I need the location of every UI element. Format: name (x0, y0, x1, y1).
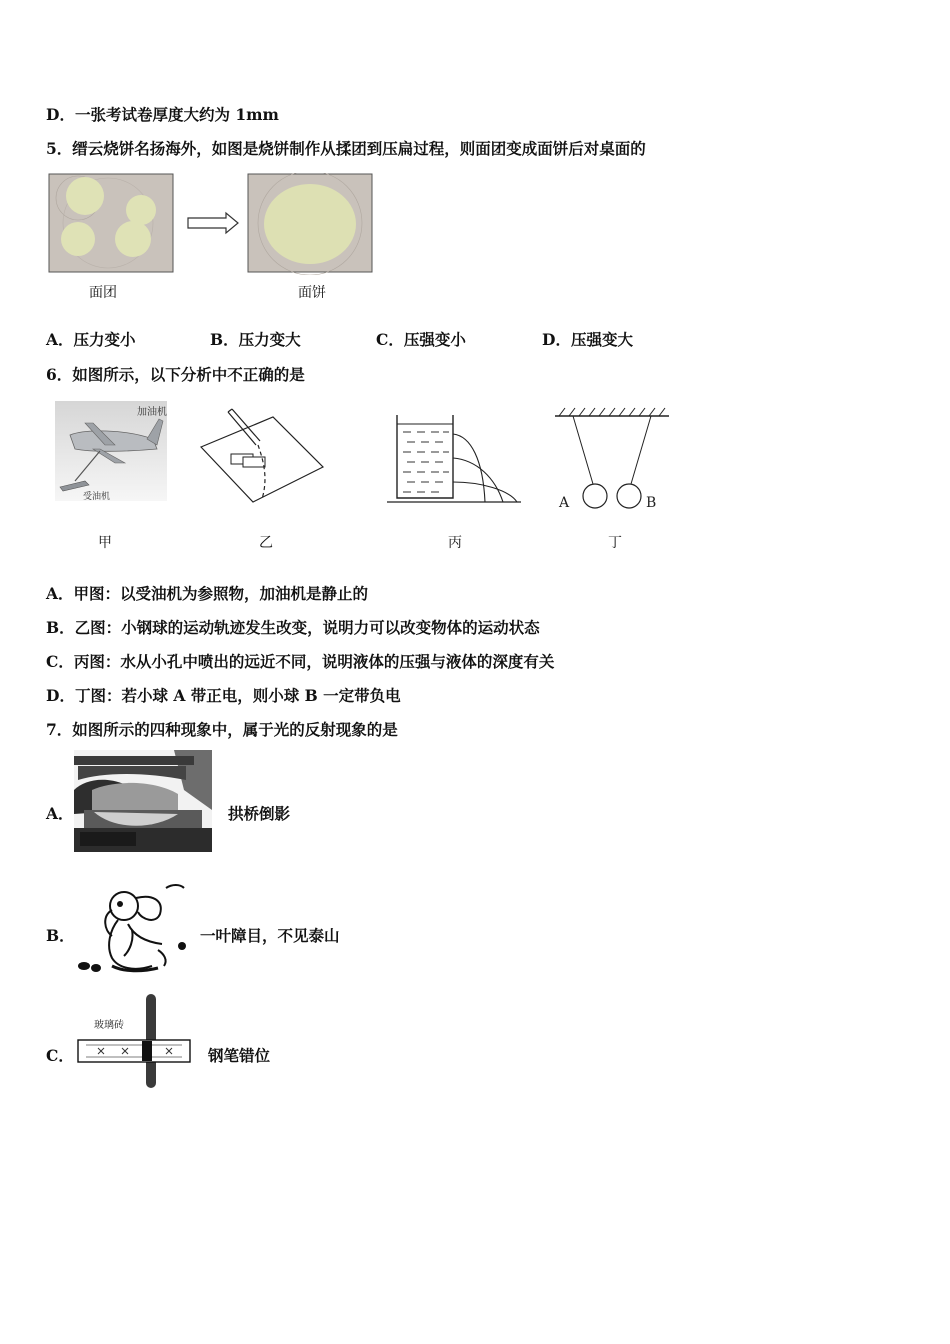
q7-option-b-letter[interactable]: B． (46, 926, 75, 945)
ball-a (583, 484, 607, 508)
q7-option-c-letter[interactable]: C． (46, 1046, 74, 1065)
q7-option-c-text[interactable]: 钢笔错位 (208, 1046, 271, 1065)
q6-figure-jia (55, 401, 167, 501)
pen-glass-block-figure (76, 992, 196, 1088)
label-ball-a: A (559, 495, 570, 511)
glass-block (78, 1040, 190, 1062)
q6-stem: 6．如图所示，以下分析中不正确的是 (46, 365, 305, 384)
q6-option-c[interactable]: C．丙图：水从小孔中喷出的远近不同，说明液体的压强与液体的深度有关 (46, 652, 555, 671)
q7-option-a-letter[interactable]: A． (46, 804, 74, 823)
label-glass-block: 玻璃砖 (94, 1020, 124, 1031)
q5-option-a[interactable]: A．压力变小 (46, 330, 136, 349)
ball-b (617, 484, 641, 508)
label-receiver: 受油机 (83, 492, 111, 501)
q5-stem: 5．缙云烧饼名扬海外，如图是烧饼制作从揉团到压扁过程，则面团变成面饼后对桌面的 (46, 139, 646, 158)
q6-figure-ding (553, 404, 673, 514)
right-arrow-icon (188, 213, 238, 233)
q5-option-b[interactable]: B．压力变大 (210, 330, 301, 349)
caption-dough: 面团 (89, 285, 117, 301)
q7-option-a-text[interactable]: 拱桥倒影 (228, 804, 291, 823)
caption-bing: 丙 (448, 535, 462, 551)
q5-option-d[interactable]: D．压强变大 (542, 330, 633, 349)
q5-option-c[interactable]: C．压强变小 (376, 330, 466, 349)
q5-dough-figure (48, 173, 378, 275)
label-ball-b: B (646, 495, 657, 511)
caption-cake: 面饼 (298, 285, 326, 301)
q7-stem: 7．如图所示的四种现象中，属于光的反射现象的是 (46, 720, 398, 739)
label-tanker: 加油机 (137, 407, 167, 418)
arch-bridge-photo (74, 750, 212, 852)
q7-option-b-text[interactable]: 一叶障目，不见泰山 (200, 926, 340, 945)
q6-option-a[interactable]: A．甲图：以受油机为参照物，加油机是静止的 (46, 584, 369, 603)
caption-jia: 甲 (98, 535, 112, 551)
q6-option-b[interactable]: B．乙图：小钢球的运动轨迹发生改变，说明力可以改变物体的运动状态 (46, 618, 540, 637)
caption-yi: 乙 (259, 535, 273, 551)
leaf-over-eye-cartoon (72, 880, 192, 978)
q6-figure-yi (198, 407, 328, 507)
q6-option-d[interactable]: D．丁图：若小球 A 带正电，则小球 B 一定带负电 (46, 686, 401, 705)
caption-ding: 丁 (608, 535, 622, 551)
q4-option-d: D．一张考试卷厚度大约为 1mm (46, 105, 279, 124)
q6-figure-bing (385, 412, 525, 504)
